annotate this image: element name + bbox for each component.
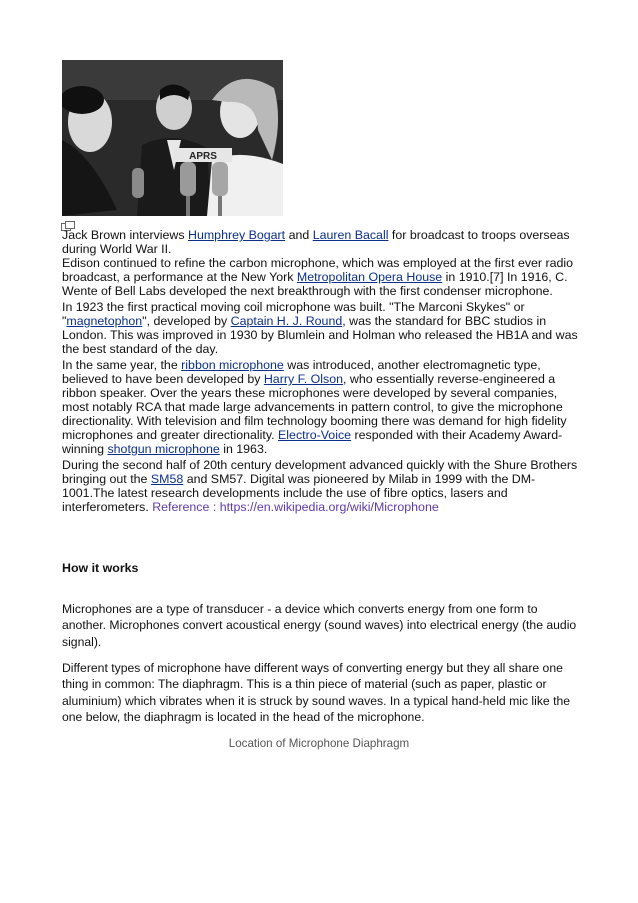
paragraph-text: Edison continued to refine the carbon microphone, which was employed at the first ever radio broadcast, a performance at the New York [62, 256, 574, 284]
enlarge-icon[interactable] [61, 218, 75, 228]
link-harry-f-olson[interactable]: Harry F. Olson [263, 372, 344, 386]
paragraph-carbon-microphone [62, 256, 582, 298]
paragraph-text: In the same year, the [62, 358, 182, 372]
link-shotgun-microphone[interactable]: shotgun microphone [107, 442, 220, 456]
paragraph-text: , was the standard for BBC studios in London. This was improved in 1930 by Blumlein and Holman who released the HB1A and was the best standard of the day. [62, 314, 578, 356]
link-magnetophon[interactable]: magnetophon [66, 314, 143, 328]
paragraph-text: and SM57. Digital was pioneered by Milab in 1999 with the DM-1001.The latest research developments include the use of fibre optics, lasers and interferometers. [62, 472, 536, 514]
paragraph-20th-century [62, 458, 582, 514]
reference-link[interactable]: Reference : https://en.wikipedia.org/wiki/Microphone [152, 500, 439, 514]
link-electro-voice[interactable]: Electro-Voice [278, 428, 352, 442]
link-captain-h-j-round[interactable]: Captain H. J. Round [230, 314, 343, 328]
history-section [62, 228, 582, 514]
section-heading: How it works [62, 561, 139, 575]
paragraph-text: In 1923 the first practical moving coil microphone was built. "The Marconi Skykes" or " [62, 300, 525, 328]
link-humphrey-bogart[interactable]: Humphrey Bogart [188, 228, 286, 242]
caption-text: for broadcast to troops overseas during World War II. [62, 228, 570, 256]
paragraph-text: ", developed by [142, 314, 231, 328]
paragraph-text: responded with their Academy Award-winning [62, 428, 563, 456]
historic-photo [62, 60, 283, 216]
link-lauren-bacall[interactable]: Lauren Bacall [312, 228, 389, 242]
paragraph-moving-coil [62, 300, 582, 356]
paragraph-text: During the second half of 20th century development advanced quickly with the Shure Brothers bringing out the [62, 458, 578, 486]
paragraph-text: , who essentially reverse-engineered a ribbon speaker. Over the years these microphones were developed by several companies, most notably RCA that made large advancements in pattern control, to give the microphone directionality. With television and film technology booming there was demand for high fidelity microphones and greater directionality. [62, 372, 567, 442]
caption-text: Jack Brown interviews [62, 228, 189, 242]
paragraph-ribbon-microphone [62, 358, 582, 456]
paragraph-text: was introduced, another electromagnetic type, believed to have been developed by [62, 358, 541, 386]
figure-caption: Location of Microphone Diaphragm [228, 737, 410, 750]
photo-illustration [62, 60, 283, 216]
paragraph-text: in 1963. [219, 442, 268, 456]
link-sm58[interactable]: SM58 [150, 472, 184, 486]
microphone-sign-text: APRS [189, 151, 217, 162]
link-ribbon-microphone[interactable]: ribbon microphone [181, 358, 284, 372]
photo-caption [62, 228, 582, 256]
paragraph-text: in 1910.[7] In 1916, C. Wente of Bell Labs developed the next breakthrough with the first condenser microphone. [62, 270, 568, 298]
paragraph-transducer: Microphones are a type of transducer - a device which converts energy from one form to another. Microphones convert acoustical energy (sound waves) into electrical energy (the audio signal). [62, 602, 577, 649]
caption-text: and [285, 228, 313, 242]
link-metropolitan-opera-house[interactable]: Metropolitan Opera House [296, 270, 443, 284]
paragraph-diaphragm: Different types of microphone have different ways of converting energy but they all share one thing in common: The diaphragm. This is a thin piece of material (such as paper, plastic or aluminium) which vibrates when it is struck by sound waves. In a typical hand-held mic like the one below, the diaphragm is located in the head of the microphone. [62, 661, 571, 724]
